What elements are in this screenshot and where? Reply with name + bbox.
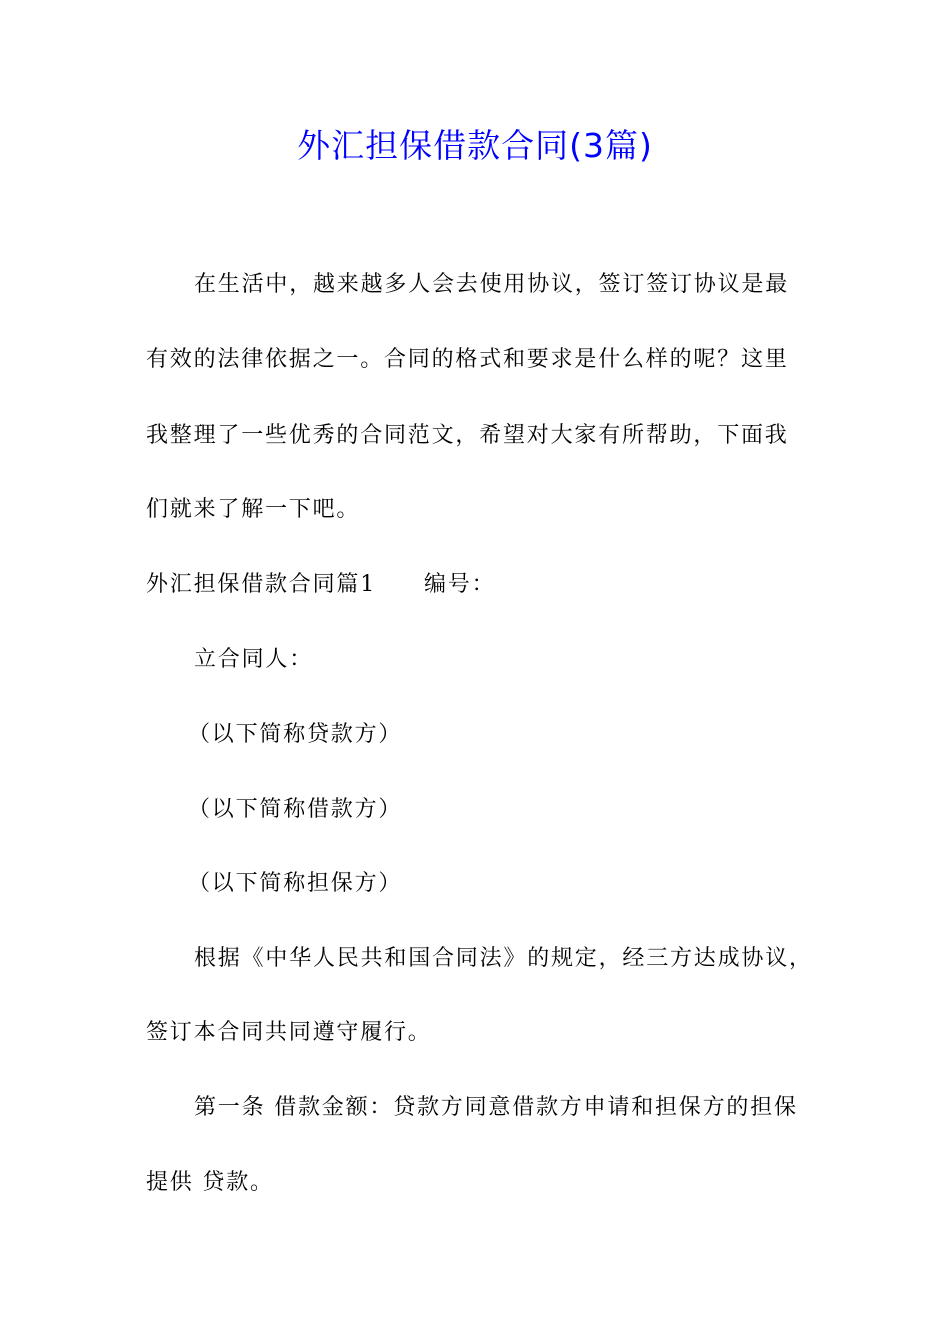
intro-line-2: 有效的法律依据之一。合同的格式和要求是什么样的呢？这里 <box>146 347 789 372</box>
intro-line-3: 我整理了一些优秀的合同范文，希望对大家有所帮助，下面我 <box>146 423 789 448</box>
basis-line-1: 根据《中华人民共和国合同法》的规定，经三方达成协议， <box>194 946 813 971</box>
article-1-line-1: 第一条 借款金额：贷款方同意借款方申请和担保方的担保 <box>194 1095 798 1120</box>
guarantor-line: （以下简称担保方） <box>188 871 403 896</box>
article-1-line-2: 提供 贷款。 <box>146 1170 274 1195</box>
section-heading-line <box>146 570 495 600</box>
intro-line-1: 在生活中，越来越多人会去使用协议，签订签订协议是最 <box>194 272 790 297</box>
lender-line: （以下简称贷款方） <box>188 722 403 747</box>
intro-line-4: 们就来了解一下吧。 <box>146 497 361 522</box>
document-title: 外汇担保借款合同(3篇) <box>297 126 653 165</box>
contract-number-label: 编号： <box>424 572 496 597</box>
borrower-line: （以下简称借款方） <box>188 797 403 822</box>
section-heading: 外汇担保借款合同篇1 <box>146 572 376 597</box>
parties-label: 立合同人： <box>194 647 314 672</box>
basis-line-2: 签订本合同共同遵守履行。 <box>146 1020 432 1045</box>
